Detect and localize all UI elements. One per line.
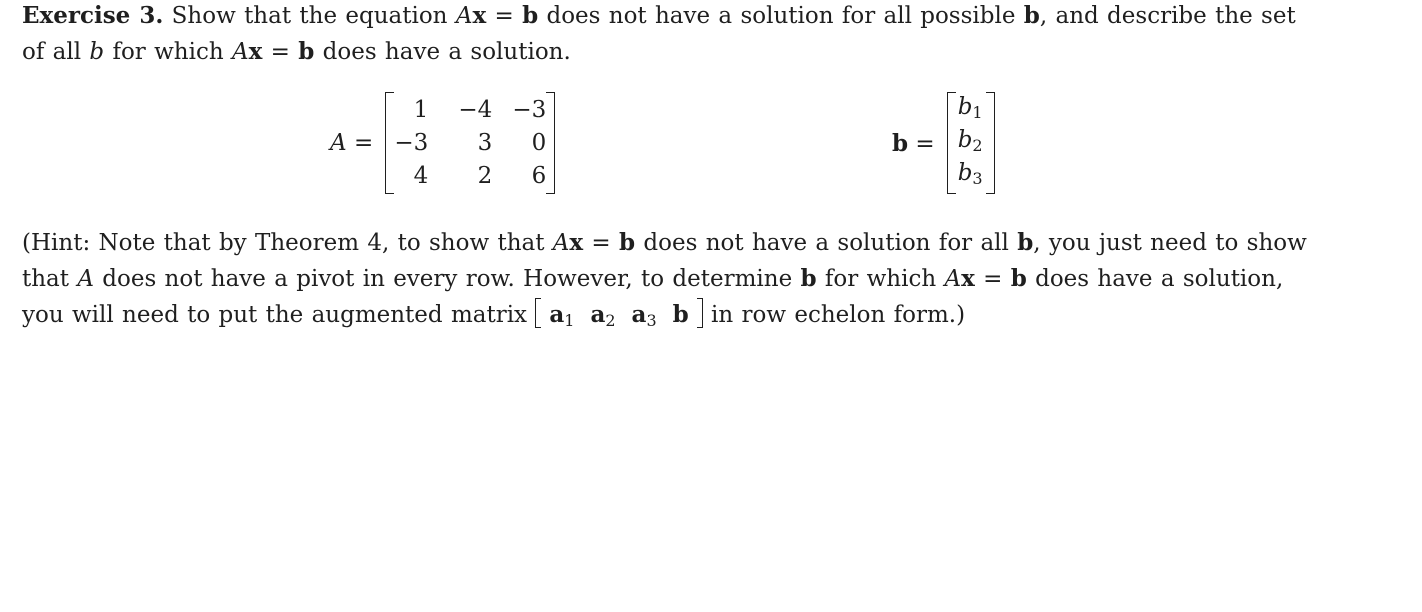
statement-text: does not have a solution for all possible — [538, 3, 1024, 29]
exercise-statement — [22, 0, 1322, 70]
math-A: A — [455, 3, 473, 29]
math-b: b — [1017, 229, 1034, 256]
aug-base: a — [590, 301, 606, 328]
matrix-cell: −3 — [512, 96, 547, 123]
aug-subscript: 2 — [605, 311, 616, 330]
left-bracket — [385, 92, 394, 194]
entry-base: b — [957, 94, 973, 120]
matrix-A — [330, 92, 555, 194]
vector-b-lhs — [892, 130, 935, 157]
aug-subscript: 1 — [564, 311, 575, 330]
math-A: A — [77, 266, 94, 292]
hint-text: in row echelon form.) — [702, 302, 966, 328]
hint-text: , you just need to show that — [22, 230, 1307, 292]
math-b: b — [800, 265, 817, 292]
math-x: x — [569, 229, 584, 256]
right-bracket — [546, 92, 555, 194]
hint-text: (Hint: Note that by Theorem 4, to show that — [22, 230, 553, 256]
aug-base: a — [631, 301, 647, 328]
aug-left-bracket — [535, 298, 541, 328]
statement-text: Show that the equation — [163, 3, 456, 29]
matrix-cell: −3 — [394, 129, 429, 156]
vector-b-entries — [956, 94, 986, 193]
math-x: x — [248, 38, 263, 65]
math-b: b — [1023, 2, 1040, 29]
hint-text: for which — [816, 266, 945, 292]
statement-text: does have a solution. — [314, 39, 571, 65]
matrix-A-entries — [394, 94, 546, 193]
vector-b-label: b — [892, 129, 909, 157]
math-eq: = — [974, 266, 1011, 292]
aug-column — [549, 301, 574, 328]
aug-column — [632, 301, 657, 328]
math-A: A — [944, 266, 962, 292]
vector-cell — [956, 157, 986, 195]
aug-subscript: 3 — [646, 311, 657, 330]
math-eq: = — [353, 130, 374, 156]
matrix-A-label: A — [330, 130, 347, 156]
aug-column — [590, 301, 615, 328]
hint-text: does have a solution, you will need to put the augmented matrix — [22, 266, 1284, 328]
math-b: b — [298, 38, 315, 65]
left-bracket — [947, 92, 956, 194]
math-eq: = — [915, 130, 935, 157]
matrix-cell: 2 — [477, 162, 493, 189]
hint-text: does not have a solution for all — [635, 230, 1018, 256]
matrix-cell: 1 — [413, 96, 429, 123]
entry-subscript: 3 — [972, 169, 983, 188]
hint-text: does not have a pivot in every row. However, to determine — [93, 266, 801, 292]
entry-base: b — [957, 160, 973, 186]
exercise-label: Exercise 3. — [22, 2, 164, 29]
matrix-cell: −4 — [458, 96, 493, 123]
matrix-cell: 6 — [531, 162, 547, 189]
entry-subscript: 1 — [972, 103, 983, 122]
math-eq: = — [486, 3, 523, 29]
math-eq: = — [583, 230, 620, 256]
entry-subscript: 2 — [972, 136, 983, 155]
math-eq: = — [262, 39, 299, 65]
math-x: x — [961, 265, 975, 292]
aug-base: a — [549, 301, 565, 328]
math-A: A — [552, 230, 570, 256]
aug-column — [673, 301, 689, 328]
aug-base: b — [672, 301, 689, 328]
statement-text: for which — [104, 39, 232, 65]
math-b: b — [522, 2, 539, 29]
vector-b — [892, 92, 995, 194]
entry-base: b — [957, 127, 973, 153]
right-bracket — [986, 92, 995, 194]
matrix-cell: 3 — [477, 129, 493, 156]
matrix-cell: 4 — [413, 162, 429, 189]
math-b-italic: b — [89, 39, 105, 65]
math-b: b — [619, 229, 636, 256]
math-b: b — [1010, 265, 1027, 292]
matrix-cell: 0 — [531, 129, 547, 156]
matrix-A-lhs — [330, 130, 373, 156]
statement-text: and describe the set of all — [22, 3, 1296, 65]
hint-paragraph — [22, 225, 1322, 339]
math-x: x — [472, 2, 487, 29]
math-A: A — [231, 39, 249, 65]
statement-text: , — [1039, 3, 1048, 29]
